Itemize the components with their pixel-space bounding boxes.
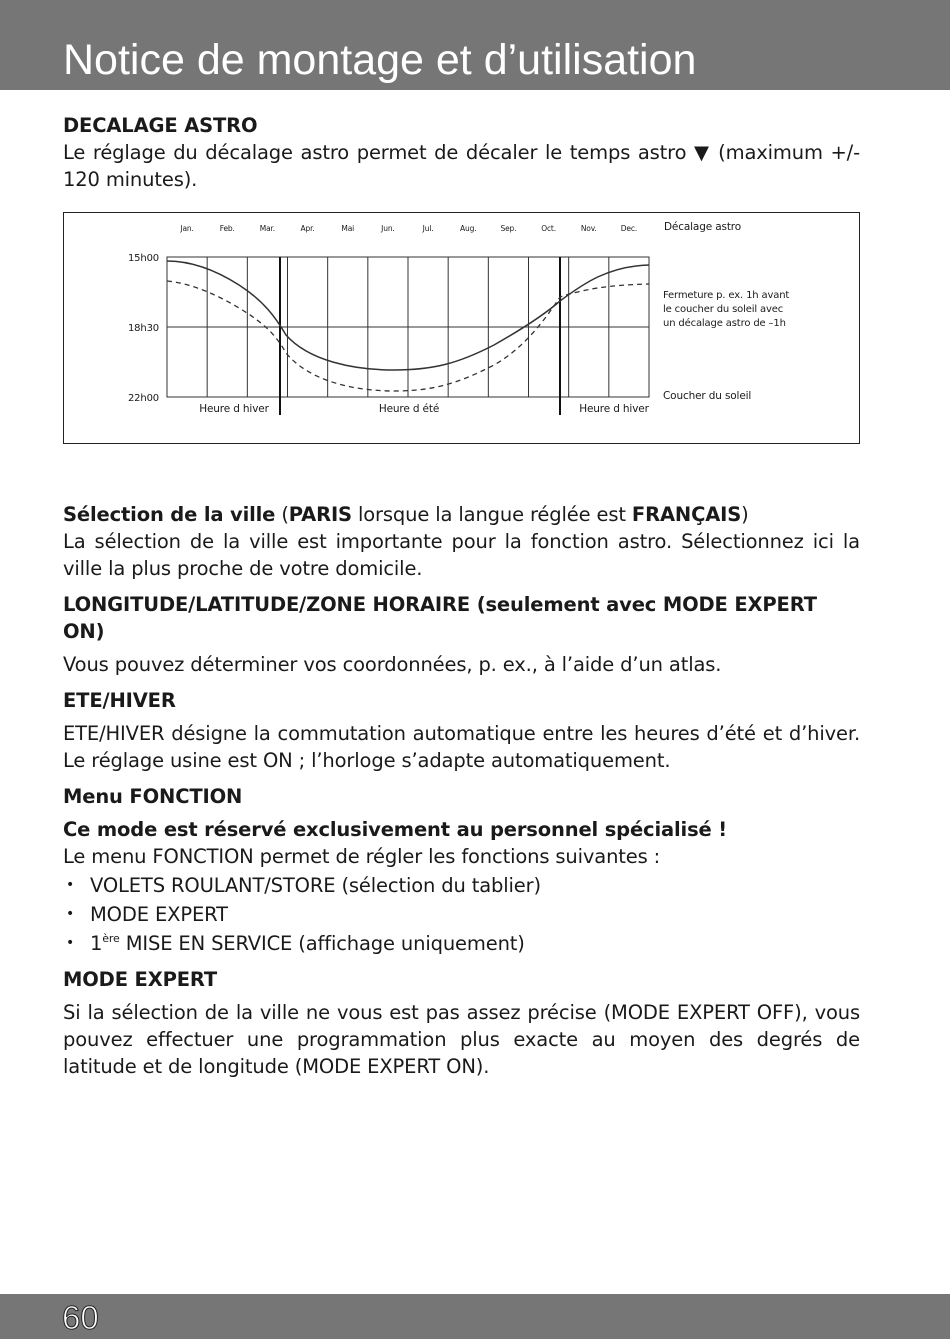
menu-fonction-intro: Le menu FONCTION permet de régler les fonctions suivantes : bbox=[63, 845, 661, 868]
page-footer bbox=[0, 1294, 950, 1339]
ville-language: FRANÇAIS bbox=[631, 503, 742, 526]
page-number: 60 bbox=[62, 1299, 99, 1336]
y-tick-label: 22h00 bbox=[127, 393, 159, 404]
menu-fonction-warning: Ce mode est réservé exclusivement au personnel spécialisé ! bbox=[63, 818, 727, 841]
legend-coucher-du-soleil: Coucher du soleil bbox=[663, 390, 752, 402]
x-tick-label: Jun. bbox=[381, 224, 395, 233]
list-item-sup: ère bbox=[102, 932, 120, 945]
period-label-winter-2: Heure d hiver bbox=[579, 403, 649, 415]
ville-paren-close: ) bbox=[741, 503, 749, 526]
list-item-text: MISE EN SERVICE (affichage uniquement) bbox=[119, 932, 525, 955]
annotation-line-2: le coucher du soleil avec bbox=[663, 304, 784, 315]
list-item-prefix: 1 bbox=[90, 932, 103, 955]
legend-decalage-astro: Décalage astro bbox=[664, 221, 741, 233]
section-body-ete-hiver: ETE/HIVER désigne la commutation automatique entre les heures d’été et d’hiver. Le réglage usine est ON ; l’horloge s’adapte automatiquement. bbox=[63, 722, 860, 772]
section-title-decalage: DECALAGE ASTRO bbox=[63, 114, 258, 137]
period-label-winter-1: Heure d hiver bbox=[199, 403, 269, 415]
ville-title-prefix: Sélection de la ville bbox=[63, 503, 276, 526]
x-tick-label: Mar. bbox=[259, 224, 276, 233]
y-tick-label: 18h30 bbox=[127, 323, 159, 334]
annotation-line-1: Fermeture p. ex. 1h avant bbox=[663, 290, 790, 301]
x-tick-label: Apr. bbox=[300, 224, 315, 233]
section-body-longitude: Vous pouvez déterminer vos coordonnées, p. ex., à l’aide d’un atlas. bbox=[63, 653, 722, 676]
astro-offset-chart bbox=[63, 212, 860, 444]
x-tick-label: Dec. bbox=[620, 224, 638, 233]
x-tick-label: Feb. bbox=[219, 224, 235, 233]
section-title-longitude: LONGITUDE/LATITUDE/ZONE HORAIRE (seulement avec MODE EXPERT ON) bbox=[63, 593, 817, 643]
annotation-line-3: un décalage astro de –1h bbox=[663, 318, 786, 329]
x-tick-label: Aug. bbox=[460, 224, 477, 233]
list-item: • VOLETS ROULANT/STORE (sélection du tablier) bbox=[63, 872, 860, 899]
list-item bbox=[63, 930, 860, 957]
period-label-summer: Heure d été bbox=[378, 403, 440, 415]
section-title-menu-fonction: Menu FONCTION bbox=[63, 785, 243, 808]
page-content bbox=[63, 112, 860, 1080]
section-title-ete-hiver: ETE/HIVER bbox=[63, 689, 176, 712]
x-tick-label: Jul. bbox=[422, 224, 434, 233]
chart-canvas bbox=[64, 213, 861, 445]
x-tick-label: Nov. bbox=[580, 224, 597, 233]
x-tick-label: Sep. bbox=[500, 224, 517, 233]
ville-paren-open: ( bbox=[275, 503, 289, 526]
x-tick-label: Oct. bbox=[541, 224, 556, 233]
section-body-mode-expert: Si la sélection de la ville ne vous est pas assez précise (MODE EXPERT OFF), vous pouvez effectuer une programmation plus exacte au moyen des degrés de latitude et de longitude (MODE EXPERT ON). bbox=[63, 1001, 860, 1078]
section-body-decalage: Le réglage du décalage astro permet de décaler le temps astro ▼ (maximum +/- 120 minutes). bbox=[63, 141, 860, 191]
section-title-mode-expert: MODE EXPERT bbox=[63, 968, 218, 991]
ville-title-mid: lorsque la langue réglée est bbox=[351, 503, 632, 526]
list-item: • MODE EXPERT bbox=[63, 901, 860, 928]
menu-fonction-list bbox=[63, 872, 860, 957]
y-tick-label: 15h00 bbox=[127, 253, 159, 264]
page-header bbox=[0, 0, 950, 90]
page-title: Notice de montage et d’utilisation bbox=[63, 36, 697, 84]
section-title-ville bbox=[63, 501, 860, 528]
chart-grid bbox=[167, 257, 649, 415]
section-body-ville: La sélection de la ville est importante pour la fonction astro. Sélectionnez ici la ville la plus proche de votre domicile. bbox=[63, 530, 860, 580]
x-tick-label: Mai bbox=[341, 224, 355, 233]
x-tick-label: Jan. bbox=[180, 224, 194, 233]
ville-city: PARIS bbox=[288, 503, 352, 526]
